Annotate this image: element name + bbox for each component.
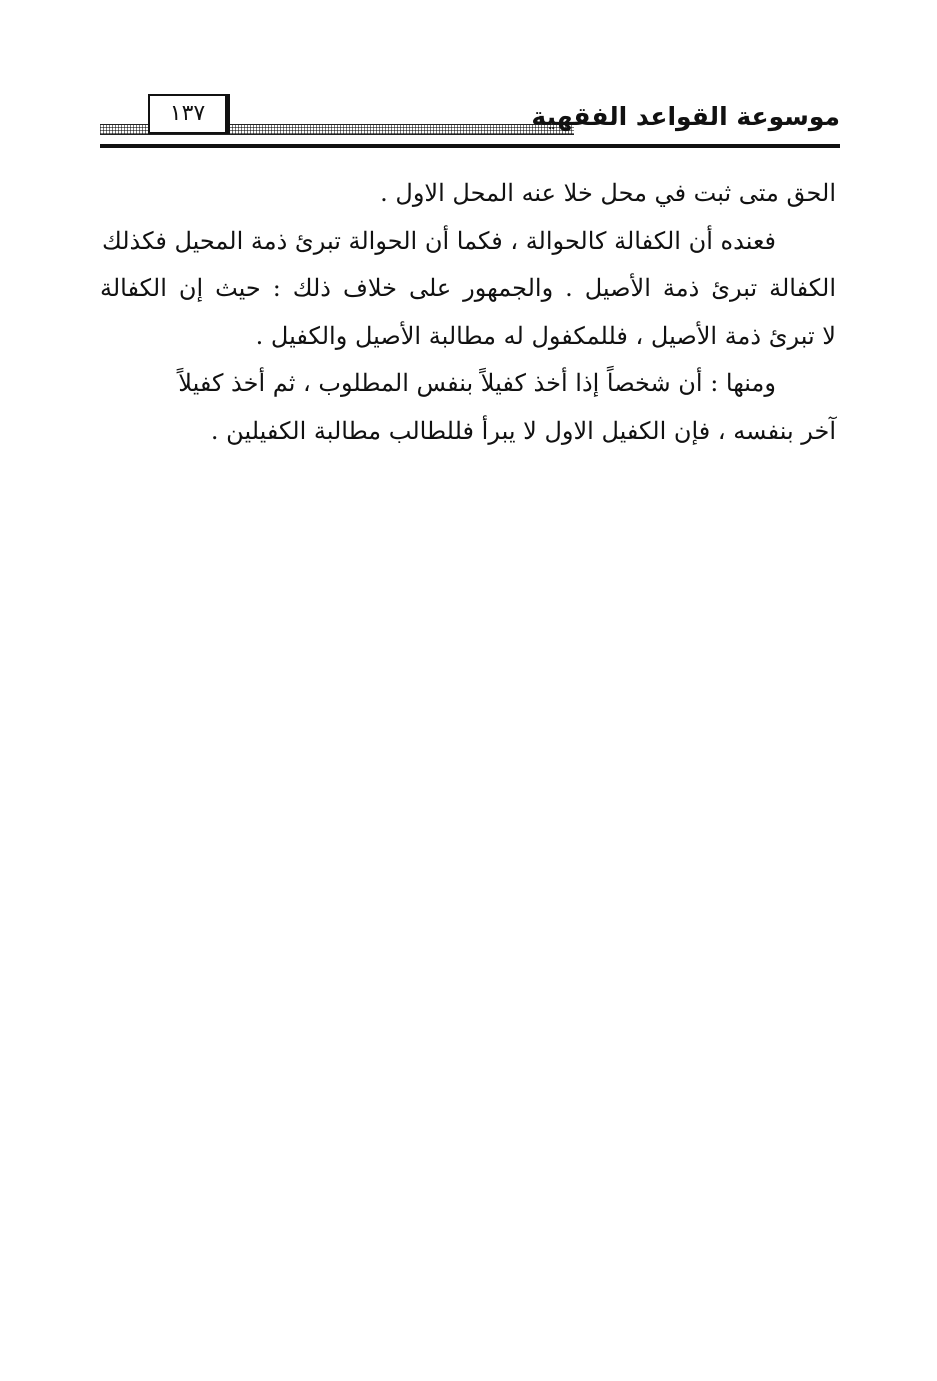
text-line: الحق متى ثبت في محل خلا عنه المحل الاول . (380, 179, 836, 207)
running-title: موسوعة القواعد الفقهية (531, 102, 840, 131)
text-line: لا تبرئ ذمة الأصيل ، فللمكفول له مطالبة الأصيل والكفيل . (255, 321, 836, 350)
page-number: ١٣٧ (148, 94, 230, 134)
text-line: ومنها : أن شخصاً إذا أخذ كفيلاً بنفس المطلوب ، ثم أخذ كفيلاً (178, 369, 776, 397)
header-rule (100, 144, 840, 148)
page-header (100, 88, 840, 152)
text-line: آخر بنفسه ، فإن الكفيل الاول لا يبرأ فللطالب مطالبة الكفيلين . (210, 416, 836, 445)
text-line: فعنده أن الكفالة كالحوالة ، فكما أن الحوالة تبرئ ذمة المحيل فكذلك (102, 226, 776, 255)
text-line: الكفالة تبرئ ذمة الأصيل . والجمهور على خلاف ذلك : حيث إن الكفالة (100, 274, 836, 302)
body-text (100, 170, 836, 455)
